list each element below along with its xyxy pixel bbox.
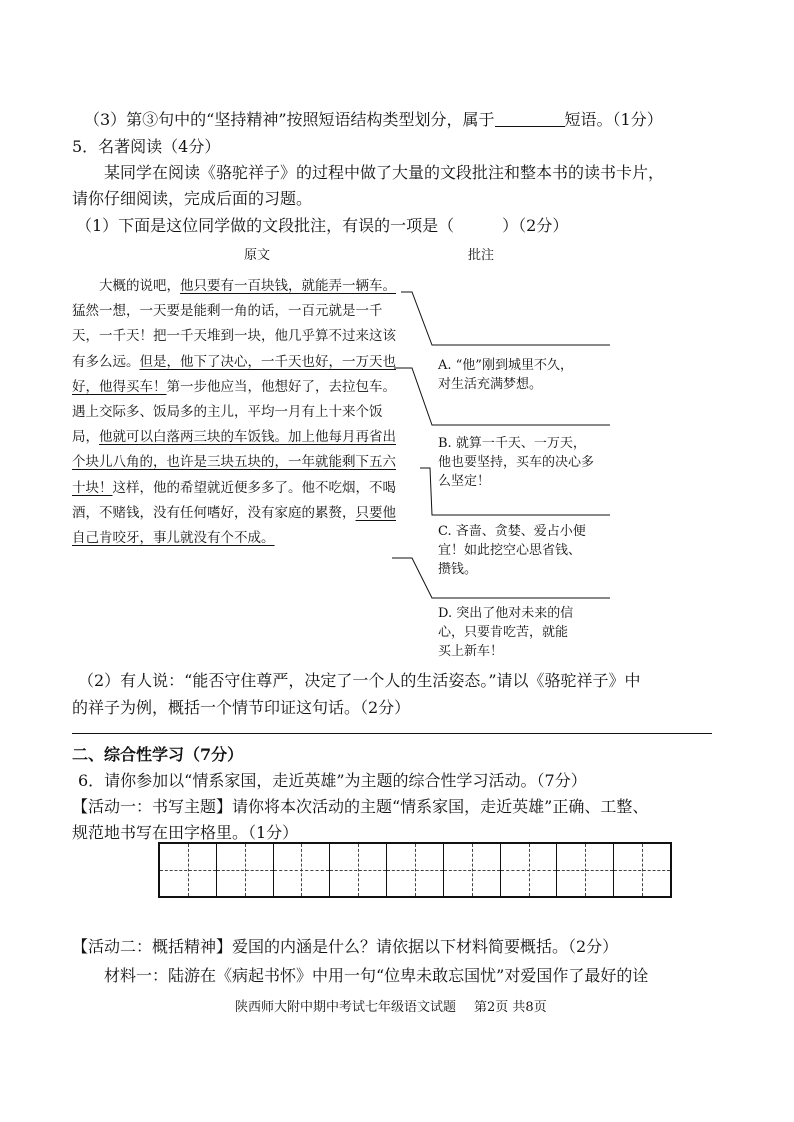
grid-cell[interactable] — [444, 844, 501, 896]
question-3-score: 短语。（1分） — [564, 110, 663, 129]
question-5-sub-2-line-2: 的祥子为例，概括一个情节印证这句话。（2分） — [72, 698, 411, 717]
question-5-intro-2: 请你仔细阅读，完成后面的习题。 — [72, 189, 313, 208]
passage-line: 个块儿八角的，也许是三块五块的，一年就能剩下五六 — [72, 454, 396, 471]
passage-line: 有多么远。但是，他下了决心，一千天也好，一万天也 — [72, 353, 396, 370]
column-header-original: 原文 — [244, 248, 271, 263]
passage-line: 天，一千天！把一千天堆到一块，他几乎算不过来这该 — [72, 328, 396, 345]
note-option-c[interactable]: C. 吝啬、贪婪、爱占小便 宜！如此挖空心思省钱、 攒钱。 — [438, 524, 586, 577]
grid-cell[interactable] — [330, 844, 387, 896]
passage-line: 局，他就可以白落两三块的车饭钱。加上他每月再省出 — [72, 429, 396, 446]
passage-line: 遇上交际多、饭局多的主儿，平均一月有上十来个饭 — [72, 404, 383, 421]
passage-line: 大概的说吧，他只要有一百块钱，就能弄一辆车。 — [99, 278, 396, 294]
material-1: 材料一：陆游在《病起书怀》中用一句“位卑未敢忘国忧”对爱国作了最好的诠 — [104, 966, 649, 985]
footer-exam-title: 陕西师大附中期中考试七年级语文试题 — [235, 1000, 457, 1015]
section-2-title: 二、综合性学习（7分） — [72, 745, 244, 764]
note-option-b[interactable]: B. 就算一千天、一万天， 他也要坚持，买车的决心多 么坚定！ — [438, 436, 595, 489]
grid-cell[interactable] — [217, 844, 274, 896]
question-5-sub-1: （1）下面是这位同学做的文段批注，有误的一项是（ ）（2分） — [76, 216, 569, 235]
question-5-sub-2-line-1: （2）有人说：“能否守住尊严，决定了一个人的生活姿态。”请以《骆驼祥子》中 — [78, 671, 641, 690]
question-6: 6．请你参加以“情系家国，走近英雄”为主题的综合性学习活动。（7分） — [78, 771, 587, 790]
grid-cell[interactable] — [387, 844, 444, 896]
column-header-note: 批注 — [468, 248, 495, 263]
passage-line: 好，他得买车！第一步他应当，他想好了，去拉包车。 — [72, 378, 396, 395]
passage-line: 猛然一想，一天要是能剩一角的话，一百元就是一千 — [72, 303, 383, 320]
activity-1-line-2: 规范地书写在田字格里。（1分） — [72, 823, 299, 842]
footer — [235, 996, 547, 1015]
grid-cell[interactable] — [557, 844, 614, 896]
activity-1-line-1: 【活动一：书写主题】请你将本次活动的主题“情系家国，走近英雄”正确、工整、 — [72, 797, 649, 816]
grid-cell[interactable] — [160, 844, 217, 896]
passage-line: 自己肯咬牙，事儿就没有个不成。 — [72, 530, 275, 547]
grid-cell[interactable] — [274, 844, 331, 896]
passage-line: 酒，不赌钱，没有任何嗜好，没有家庭的累赘，只要他 — [72, 504, 396, 521]
question-5-intro-1: 某同学在阅读《骆驼祥子》的过程中做了大量的文段批注和整本书的读书卡片， — [104, 163, 665, 182]
question-5-title: 5．名著阅读（4分） — [72, 137, 221, 156]
note-option-a[interactable]: A. “他”刚到城里不久， 对生活充满梦想。 — [438, 358, 573, 392]
activity-2: 【活动二：概括精神】爱国的内涵是什么？请依据以下材料简要概括。（2分） — [72, 937, 619, 956]
tianzige-grid[interactable] — [158, 842, 672, 898]
passage-line: 十块！这样，他的希望就近便多多了。他不吃烟，不喝 — [72, 479, 396, 496]
grid-cell[interactable] — [501, 844, 558, 896]
note-option-d[interactable]: D. 突出了他对未来的信 心，只要肯吃苦，就能 买上新车！ — [438, 606, 574, 659]
question-3-text: （3）第③句中的“坚持精神”按照短语结构类型划分，属于 — [84, 110, 495, 129]
grid-cell[interactable] — [614, 844, 670, 896]
footer-page-number: 第2页 共8页 — [474, 1000, 547, 1015]
divider — [72, 733, 712, 734]
